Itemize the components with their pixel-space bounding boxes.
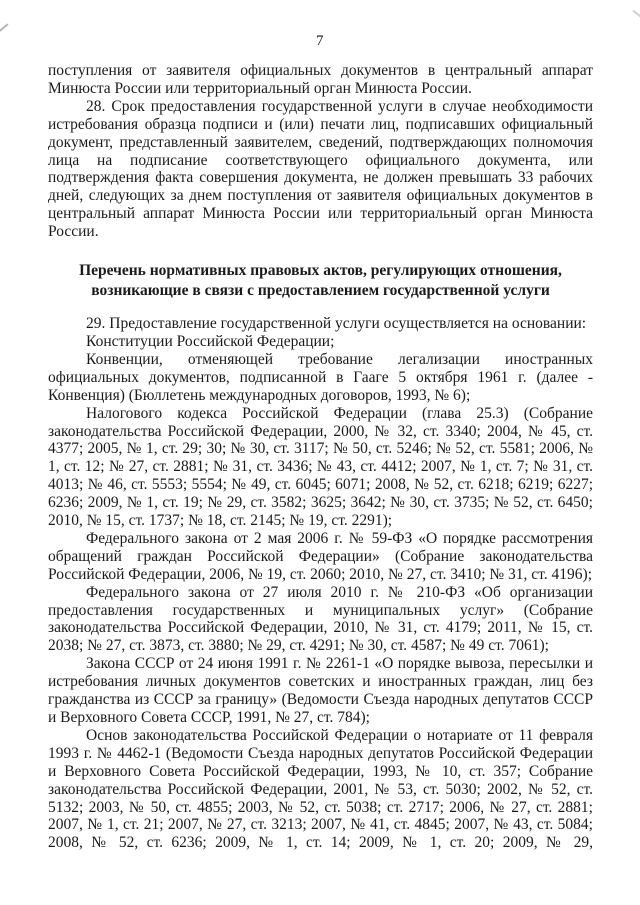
scan-artifact-top-right	[625, 10, 640, 28]
section-heading-line-2: возникающие в связи с предоставлением государственной услуги	[91, 282, 550, 300]
legal-act-item-tax-code: Налогового кодекса Российской Федерации (глава 25.3) (Собрание законодательства Российской Федерации, 2000, № 32, ст. 3340; 2004, № 45, ст. 4377; 2005, № 1, ст. 29; 30; № 30, ст. 3117; № 50, ст. 5246; № 52, ст. 5581; 2006, № 1, ст. 12; № 27, ст. 2881; № 31, ст. 3436; № 43, ст. 4412; 2007, № 1, ст. 7; № 31, ст. 4013; № 46, ст. 5553; 5554; № 49, ст. 6045; 6071; 2008, № 52, ст. 6218; 6219; 6227; 6236; 2009, № 1, ст. 19; № 29, ст. 3582; 3625; 3642; № 30, ст. 3735; № 52, ст. 6450; 2010, № 15, ст. 1737; № 18, ст. 2145; № 19, ст. 2291);	[48, 404, 593, 530]
section-heading	[48, 261, 593, 301]
paragraph-28: 28. Срок предоставления государственной услуги в случае необходимости истребования образца подписи и (или) печати лиц, подписавших официальный документ, представленный заявителем, сведений, подтверждающих полномочия лица на подписание соответствующего официального документа, или подтверждения факта совершения документа, не должен превышать 33 рабочих дней, следующих за днем поступления от заявителя официальных документов в центральный аппарат Минюста России или территориальный орган Минюста России.	[48, 97, 593, 241]
legal-act-item-fz-59: Федерального закона от 2 мая 2006 г. № 59-ФЗ «О порядке рассмотрения обращений граждан Российской Федерации» (Собрание законодательства Российской Федерации, 2006, № 19, ст. 2060; 2010, № 27, ст. 3410; № 31, ст. 4196);	[48, 529, 593, 583]
document-body	[48, 62, 593, 852]
section-heading-line-1: Перечень нормативных правовых актов, регулирующих отношения,	[79, 262, 562, 280]
legal-act-item-constitution: Конституции Российской Федерации;	[86, 332, 335, 350]
legal-act-item-convention: Конвенции, отменяющей требование легализации иностранных официальных документов, подписанной в Гааге 5 октября 1961 г. (далее - Конвенция) (Бюллетень международных договоров, 1993, № 6);	[48, 350, 593, 404]
paragraph-29-intro: 29. Предоставление государственной услуги осуществляется на основании:	[86, 315, 587, 333]
paragraph-continuation: поступления от заявителя официальных документов в центральный аппарат Минюста России или территориальный орган Минюста России.	[48, 62, 593, 97]
legal-act-item-ussr-law: Закона СССР от 24 июня 1991 г. № 2261-1 «О порядке вывоза, пересылки и истребования личных документов советских и иностранных граждан, лиц без гражданства из СССР за границу» (Ведомости Съезда народных депутатов СССР и Верховного Совета СССР, 1991, № 27, ст. 784);	[48, 655, 593, 726]
page-number: 7	[316, 33, 324, 49]
legal-act-item-fz-210: Федерального закона от 27 июля 2010 г. № 210-ФЗ «Об организации предоставления государственных и муниципальных услуг» (Собрание законодательства Российской Федерации, 2010, № 31, ст. 4179; 2011, № 15, ст. 2038; № 27, ст. 3873, ст. 3880; № 29, ст. 4291; № 30, ст. 4587; № 49 ст. 7061);	[48, 583, 593, 655]
legal-act-item-notariat: Основ законодательства Российской Федерации о нотариате от 11 февраля 1993 г. № 4462-1 (Ведомости Съезда народных депутатов Российской Федерации и Верховного Совета Российской Федерации, 1993, № 10, ст. 357; Собрание законодательства Российской Федерации, 2001, № 53, ст. 5030; 2002, № 52, ст. 5132; 2003, № 50, ст. 4855; 2003, № 52, ст. 5038; ст. 2717; 2006, № 27, ст. 2881; 2007, № 1, ст. 21; 2007, № 27, ст. 3213; 2007, № 41, ст. 4845; 2007, № 43, ст. 5084; 2008, № 52, ст. 6236; 2009, № 1, ст. 14; 2009, № 1, ст. 20; 2009, № 29,	[48, 726, 593, 852]
